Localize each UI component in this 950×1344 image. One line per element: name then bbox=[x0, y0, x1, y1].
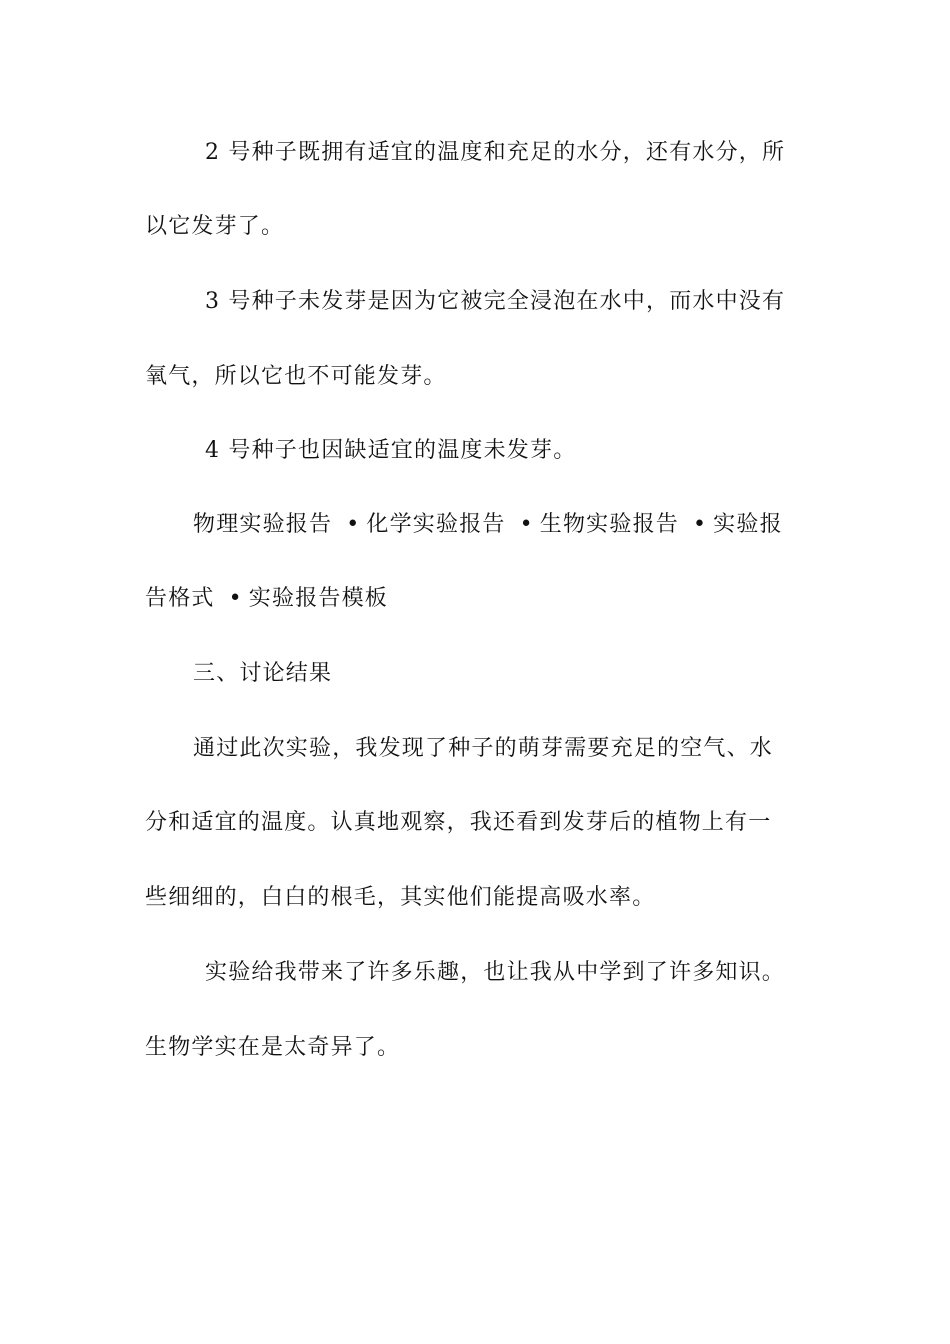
related-links-row-2 bbox=[145, 584, 810, 614]
link-biology-report[interactable]: 生物实验报告 bbox=[539, 512, 679, 537]
paragraph-seed-2-line-1: 2 号种子既拥有适宜的温度和充足的水分，还有水分，所 bbox=[205, 140, 786, 165]
link-separator: • bbox=[228, 586, 243, 611]
conclusion-line-1: 实验给我带来了许多乐趣，也让我从中学到了许多知识。 bbox=[205, 960, 786, 985]
section-heading: 三、讨论结果 bbox=[193, 661, 333, 686]
link-separator: • bbox=[692, 512, 708, 537]
link-report-format-part-2[interactable]: 告格式 bbox=[145, 586, 215, 611]
discussion-line-1: 通过此次实验，我发现了种子的萌芽需要充足的空气、水 bbox=[193, 736, 774, 761]
link-report-format-part-1[interactable]: 实验报 bbox=[713, 512, 783, 537]
paragraph-seed-4: 4 号种子也因缺适宜的温度未发芽。 bbox=[205, 438, 577, 463]
conclusion-line-2: 生物学实在是太奇异了。 bbox=[145, 1035, 401, 1060]
paragraph-seed-3-line-1: 3 号种子未发芽是因为它被完全浸泡在水中，而水中没有 bbox=[205, 289, 786, 314]
paragraph-seed-2-line-2: 以它发芽了。 bbox=[145, 214, 285, 239]
discussion-line-2: 分和适宜的温度。认真地观察，我还看到发芽后的植物上有一 bbox=[145, 810, 772, 835]
link-report-template[interactable]: 实验报告模板 bbox=[248, 586, 388, 611]
paragraph-seed-3-line-2: 氧气，所以它也不可能发芽。 bbox=[145, 364, 447, 389]
link-physics-report[interactable]: 物理实验报告 bbox=[193, 512, 333, 537]
related-links-row-1 bbox=[145, 510, 858, 540]
discussion-line-3: 些细细的，白白的根毛，其实他们能提高吸水率。 bbox=[145, 885, 656, 910]
link-separator: • bbox=[346, 512, 361, 537]
link-chemistry-report[interactable]: 化学实验报告 bbox=[366, 512, 506, 537]
link-separator: • bbox=[519, 512, 534, 537]
